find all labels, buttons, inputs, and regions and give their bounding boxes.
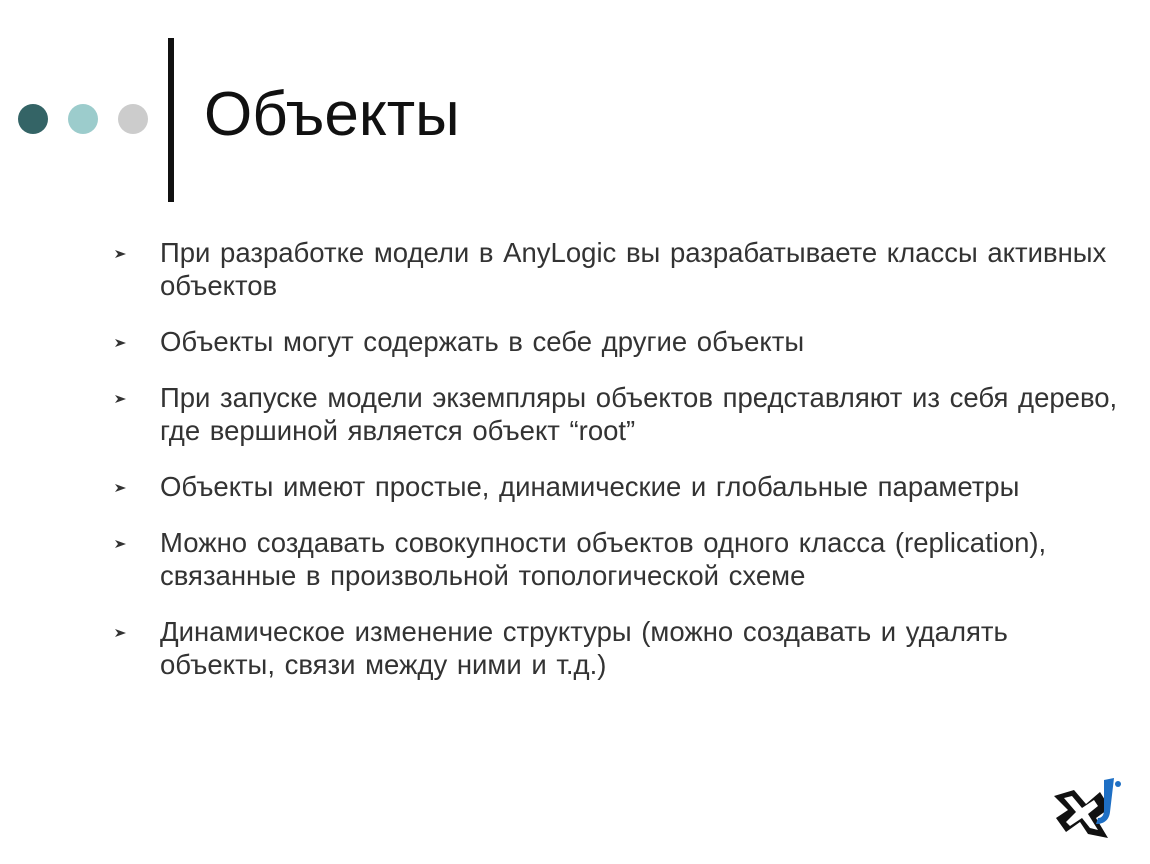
arrow-right-icon [114, 249, 128, 259]
xj-logo-icon [1052, 778, 1126, 842]
bullet-text: Динамическое изменение структуры (можно создавать и удалять объекты, связи между ними и т.д.) [160, 616, 1008, 680]
decorative-dots [18, 104, 148, 138]
bullet-text: При запуске модели экземпляры объектов представляют из себя дерево, где вершиной является объект “root” [160, 382, 1118, 446]
arrow-right-icon [114, 539, 128, 549]
bullet-text: Объекты могут содержать в себе другие объекты [160, 326, 805, 357]
dot-teal [68, 104, 98, 134]
bullet-item [112, 381, 1122, 447]
bullet-item [112, 615, 1122, 681]
arrow-right-icon [114, 483, 128, 493]
bullet-item [112, 325, 1122, 358]
bullet-item [112, 236, 1122, 302]
bullet-text: При разработке модели в AnyLogic вы разрабатываете классы активных объектов [160, 237, 1107, 301]
arrow-right-icon [114, 338, 128, 348]
title-divider [168, 38, 174, 202]
dot-dark [18, 104, 48, 134]
bullet-item [112, 526, 1122, 592]
bullet-item [112, 470, 1122, 503]
arrow-right-icon [114, 394, 128, 404]
bullet-text: Объекты имеют простые, динамические и глобальные параметры [160, 471, 1020, 502]
bullet-text: Можно создавать совокупности объектов одного класса (replication), связанные в произвольной топологической схеме [160, 527, 1047, 591]
arrow-right-icon [114, 628, 128, 638]
bullet-list [112, 236, 1122, 704]
slide-title: Объекты [204, 80, 460, 149]
dot-gray [118, 104, 148, 134]
